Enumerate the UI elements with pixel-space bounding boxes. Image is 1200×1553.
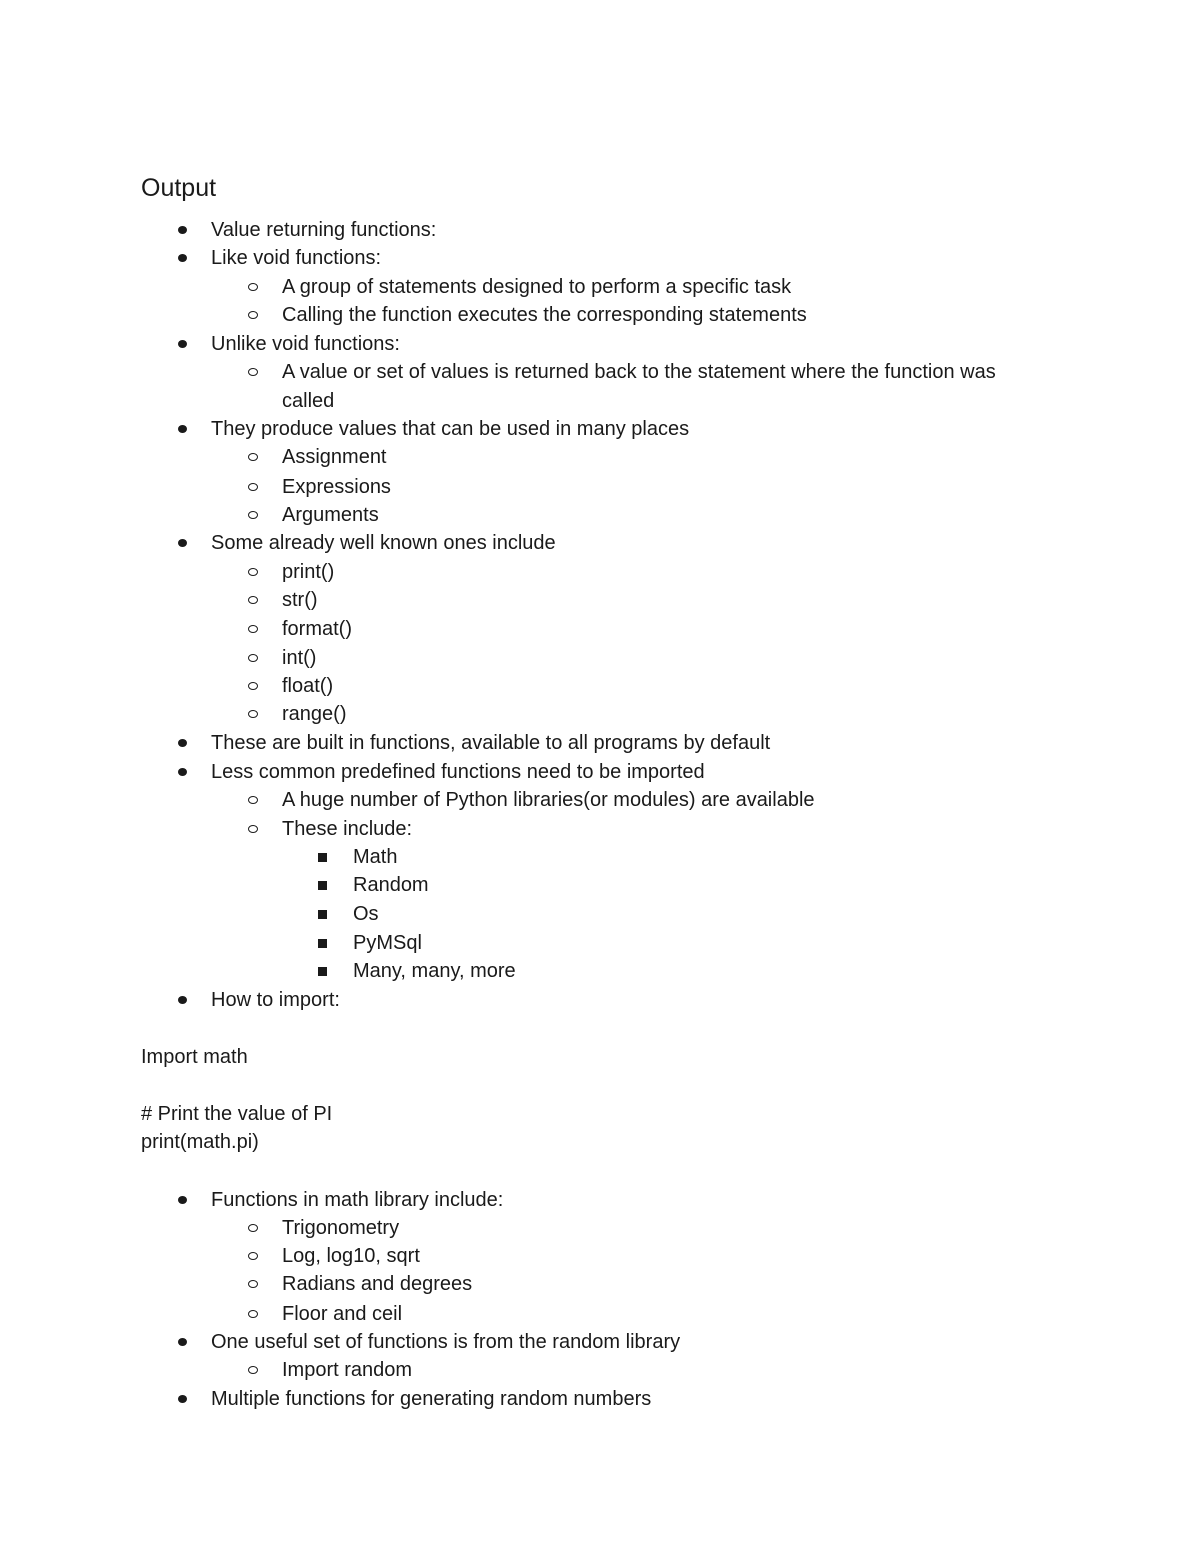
list-item-text: Floor and ceil [282, 1303, 403, 1325]
list-item-text: Assignment [282, 446, 387, 468]
list-item-text: A value or set of values is returned back to the statement where the function was [282, 361, 996, 383]
list-item-text: Os [353, 903, 379, 925]
filled-bullet-icon [178, 340, 187, 348]
hollow-bullet-icon [248, 682, 258, 690]
list-item-text: print() [282, 561, 335, 583]
hollow-bullet-icon [248, 596, 258, 604]
list-item-text: PyMSql [353, 932, 422, 954]
list-item-text: float() [282, 675, 334, 697]
hollow-bullet-icon [248, 1366, 258, 1374]
filled-bullet-icon [178, 996, 187, 1004]
code-comment: # Print the value of PI [141, 1103, 333, 1125]
list-item-text: Some already well known ones include [211, 532, 556, 554]
list-item-text: Unlike void functions: [211, 333, 400, 355]
filled-bullet-icon [178, 1395, 187, 1403]
hollow-bullet-icon [248, 1310, 258, 1318]
square-bullet-icon [318, 910, 327, 919]
hollow-bullet-icon [248, 311, 258, 319]
hollow-bullet-icon [248, 825, 258, 833]
filled-bullet-icon [178, 226, 187, 234]
hollow-bullet-icon [248, 1280, 258, 1288]
code-text: Import math [141, 1046, 248, 1068]
list-item-text: str() [282, 589, 318, 611]
list-item-text: Radians and degrees [282, 1273, 473, 1295]
list-item-text: Less common predefined functions need to be imported [211, 761, 705, 783]
list-item-text: One useful set of functions is from the random library [211, 1331, 681, 1353]
hollow-bullet-icon [248, 368, 258, 376]
hollow-bullet-icon [248, 710, 258, 718]
list-item-text: Trigonometry [282, 1217, 400, 1239]
document-heading: Output [141, 174, 217, 202]
list-item-text: Math [353, 846, 398, 868]
list-item-text: Functions in math library include: [211, 1189, 504, 1211]
list-item-text: These include: [282, 818, 413, 840]
square-bullet-icon [318, 939, 327, 948]
list-item-text: Import random [282, 1359, 413, 1381]
filled-bullet-icon [178, 425, 187, 433]
hollow-bullet-icon [248, 1224, 258, 1232]
list-item-text: Log, log10, sqrt [282, 1245, 420, 1267]
hollow-bullet-icon [248, 483, 258, 491]
list-item-text: Like void functions: [211, 247, 382, 269]
square-bullet-icon [318, 853, 327, 862]
list-item-text: format() [282, 618, 352, 640]
hollow-bullet-icon [248, 511, 258, 519]
list-item-text: Calling the function executes the corresponding statements [282, 304, 807, 326]
list-item-text: Many, many, more [353, 960, 516, 982]
hollow-bullet-icon [248, 568, 258, 576]
list-item-text: int() [282, 647, 317, 669]
filled-bullet-icon [178, 739, 187, 747]
list-item-text: These are built in functions, available to all programs by default [211, 732, 771, 754]
list-item-text: Expressions [282, 476, 391, 498]
list-item-text: Value returning functions: [211, 219, 437, 241]
list-item-text: They produce values that can be used in many places [211, 418, 690, 440]
hollow-bullet-icon [248, 625, 258, 633]
hollow-bullet-icon [248, 1252, 258, 1260]
square-bullet-icon [318, 967, 327, 976]
hollow-bullet-icon [248, 283, 258, 291]
code-text: print(math.pi) [141, 1131, 259, 1153]
filled-bullet-icon [178, 1196, 187, 1204]
list-item-text: Arguments [282, 504, 379, 526]
hollow-bullet-icon [248, 453, 258, 461]
square-bullet-icon [318, 881, 327, 890]
list-item-text: range() [282, 703, 347, 725]
list-item-text: A huge number of Python libraries(or modules) are available [282, 789, 815, 811]
filled-bullet-icon [178, 254, 187, 262]
list-item-text: Random [353, 874, 429, 896]
list-item-text: A group of statements designed to perform a specific task [282, 276, 792, 298]
hollow-bullet-icon [248, 796, 258, 804]
filled-bullet-icon [178, 1338, 187, 1346]
list-item-text: called [282, 390, 335, 412]
filled-bullet-icon [178, 768, 187, 776]
list-item-text: Multiple functions for generating random numbers [211, 1388, 652, 1410]
hollow-bullet-icon [248, 654, 258, 662]
list-item-text: How to import: [211, 989, 340, 1011]
filled-bullet-icon [178, 539, 187, 547]
